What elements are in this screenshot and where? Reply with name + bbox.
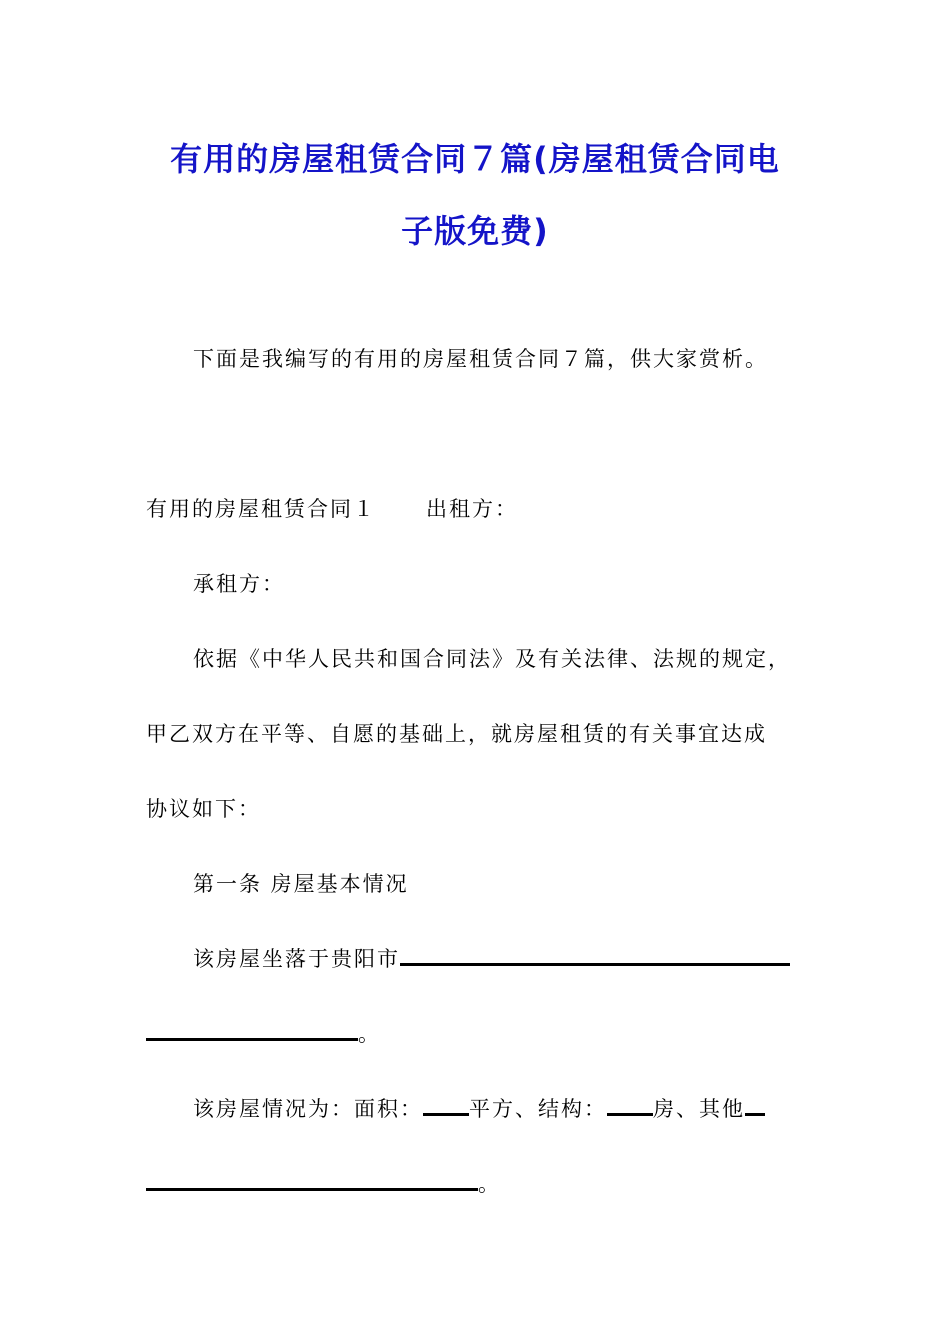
- preamble-line-3: 协议如下：: [146, 797, 261, 821]
- preamble-line-1: 依据《中华人民共和国合同法》及有关法律、法规的规定，: [193, 647, 791, 671]
- other-blank-continued: [146, 1174, 478, 1191]
- lessee-label: 承租方：: [193, 572, 285, 596]
- condition-line-2: [146, 1169, 501, 1199]
- location-blank-continued: [146, 1024, 358, 1041]
- condition-prefix: 该房屋情况为：面积：: [193, 1097, 423, 1121]
- section-heading-line: [146, 494, 518, 524]
- condition-structure-unit: 房、其他: [653, 1097, 745, 1121]
- structure-blank: [607, 1099, 653, 1116]
- condition-end: 。: [478, 1172, 501, 1196]
- condition-area-unit: 平方、结构：: [469, 1097, 607, 1121]
- intro-paragraph: 下面是我编写的有用的房屋租赁合同７篇，供大家赏析。: [193, 347, 768, 371]
- article-1-heading: 第一条 房屋基本情况: [193, 872, 409, 896]
- preamble-line-2: 甲乙双方在平等、自愿的基础上，就房屋租赁的有关事宜达成: [146, 722, 767, 746]
- location-line-2: [146, 1019, 381, 1049]
- area-blank: [423, 1099, 469, 1116]
- location-line: [193, 944, 790, 974]
- document-title-line-2: 子版免费): [401, 212, 549, 250]
- section-heading: 有用的房屋租赁合同１: [146, 497, 376, 521]
- location-blank: [400, 949, 790, 966]
- document-title-line-1: 有用的房屋租赁合同７篇(房屋租赁合同电: [170, 140, 780, 178]
- other-blank: [745, 1099, 765, 1116]
- lessor-label: 出租方：: [426, 497, 518, 521]
- location-end: 。: [358, 1022, 381, 1046]
- condition-line: [193, 1094, 765, 1124]
- location-text: 该房屋坐落于贵阳市: [193, 947, 400, 971]
